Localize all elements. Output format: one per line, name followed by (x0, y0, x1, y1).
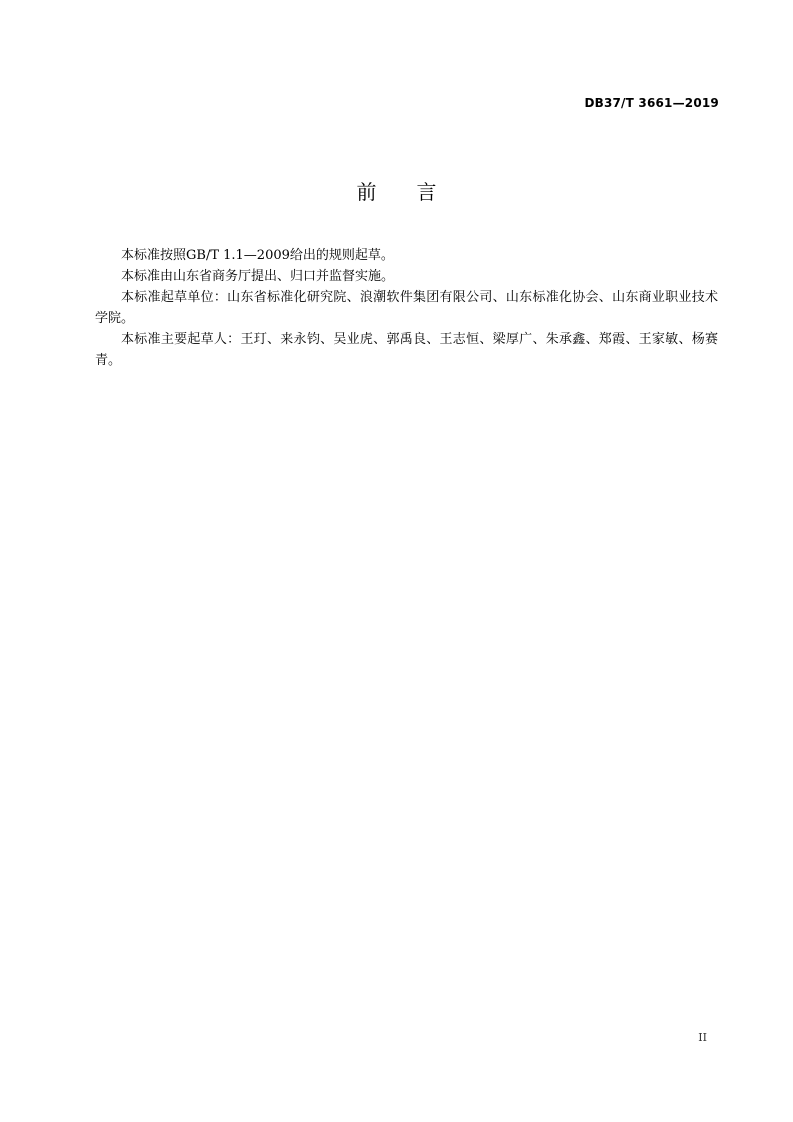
document-code: DB37/T 3661—2019 (584, 96, 719, 110)
page-title (0, 178, 793, 206)
title-char-1: 前 (356, 180, 377, 204)
paragraph-drafters: 本标准主要起草人：王玎、来永钧、吴业虎、郭禹良、王志恒、梁厚广、朱承鑫、郑霞、王家敏、杨赛青。 (95, 332, 718, 368)
page-number: II (698, 1031, 707, 1044)
title-char-2: 言 (416, 180, 437, 204)
paragraph-proposer: 本标准由山东省商务厅提出、归口并监督实施。 (121, 269, 395, 284)
foreword-body (95, 245, 718, 371)
paragraph-drafting-rules: 本标准按照GB/T 1.1—2009给出的规则起草。 (121, 248, 394, 263)
paragraph-drafting-units: 本标准起草单位：山东省标准化研究院、浪潮软件集团有限公司、山东标准化协会、山东商业职业技术学院。 (95, 290, 718, 326)
